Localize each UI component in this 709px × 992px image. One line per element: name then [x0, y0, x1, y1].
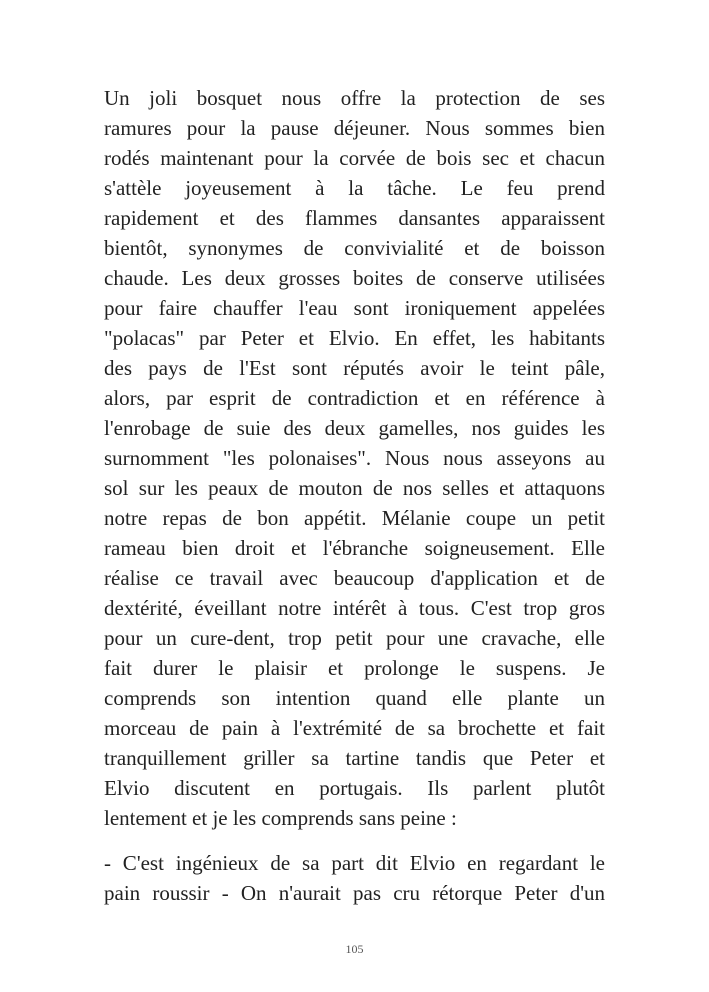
text-line: surnomment "les polonaises". Nous nous asseyons au: [104, 446, 605, 470]
text-line: réalise ce travail avec beaucoup d'application et de: [104, 566, 605, 590]
paragraph-1: [104, 83, 605, 833]
text-line: fait durer le plaisir et prolonge le suspens. Je: [104, 656, 605, 680]
text-line: pour un cure-dent, trop petit pour une cravache, elle: [104, 626, 605, 650]
text-line: l'enrobage de suie des deux gamelles, nos guides les: [104, 416, 605, 440]
text-line: sol sur les peaux de mouton de nos selles et attaquons: [104, 476, 605, 500]
text-line: morceau de pain à l'extrémité de sa brochette et fait: [104, 716, 605, 740]
text-line: des pays de l'Est sont réputés avoir le teint pâle,: [104, 356, 605, 380]
text-line: alors, par esprit de contradiction et en référence à: [104, 386, 605, 410]
paragraph-2: [104, 848, 605, 908]
text-line: ramures pour la pause déjeuner. Nous sommes bien: [104, 116, 605, 140]
text-line: Un joli bosquet nous offre la protection de ses: [104, 86, 605, 110]
text-line: Elvio discutent en portugais. Ils parlent plutôt: [104, 776, 605, 800]
text-line: notre repas de bon appétit. Mélanie coupe un petit: [104, 506, 605, 530]
text-line: s'attèle joyeusement à la tâche. Le feu prend: [104, 176, 605, 200]
text-line: rameau bien droit et l'ébranche soigneusement. Elle: [104, 536, 605, 560]
text-line: dextérité, éveillant notre intérêt à tous. C'est trop gros: [104, 596, 605, 620]
text-line: chaude. Les deux grosses boites de conserve utilisées: [104, 266, 605, 290]
text-line: pour faire chauffer l'eau sont ironiquement appelées: [104, 296, 605, 320]
page-number: 105: [345, 942, 364, 956]
text-line: rapidement et des flammes dansantes apparaissent: [104, 206, 605, 230]
text-line: comprends son intention quand elle plante un: [104, 686, 605, 710]
text-line: lentement et je les comprends sans peine :: [104, 806, 457, 830]
text-line: tranquillement griller sa tartine tandis que Peter et: [104, 746, 605, 770]
text-line: bientôt, synonymes de convivialité et de boisson: [104, 236, 605, 260]
text-line: "polacas" par Peter et Elvio. En effet, les habitants: [104, 326, 605, 350]
text-line: - C'est ingénieux de sa part dit Elvio en regardant le: [104, 851, 605, 875]
text-line: rodés maintenant pour la corvée de bois sec et chacun: [104, 146, 605, 170]
text-line: pain roussir - On n'aurait pas cru rétorque Peter d'un: [104, 881, 605, 905]
